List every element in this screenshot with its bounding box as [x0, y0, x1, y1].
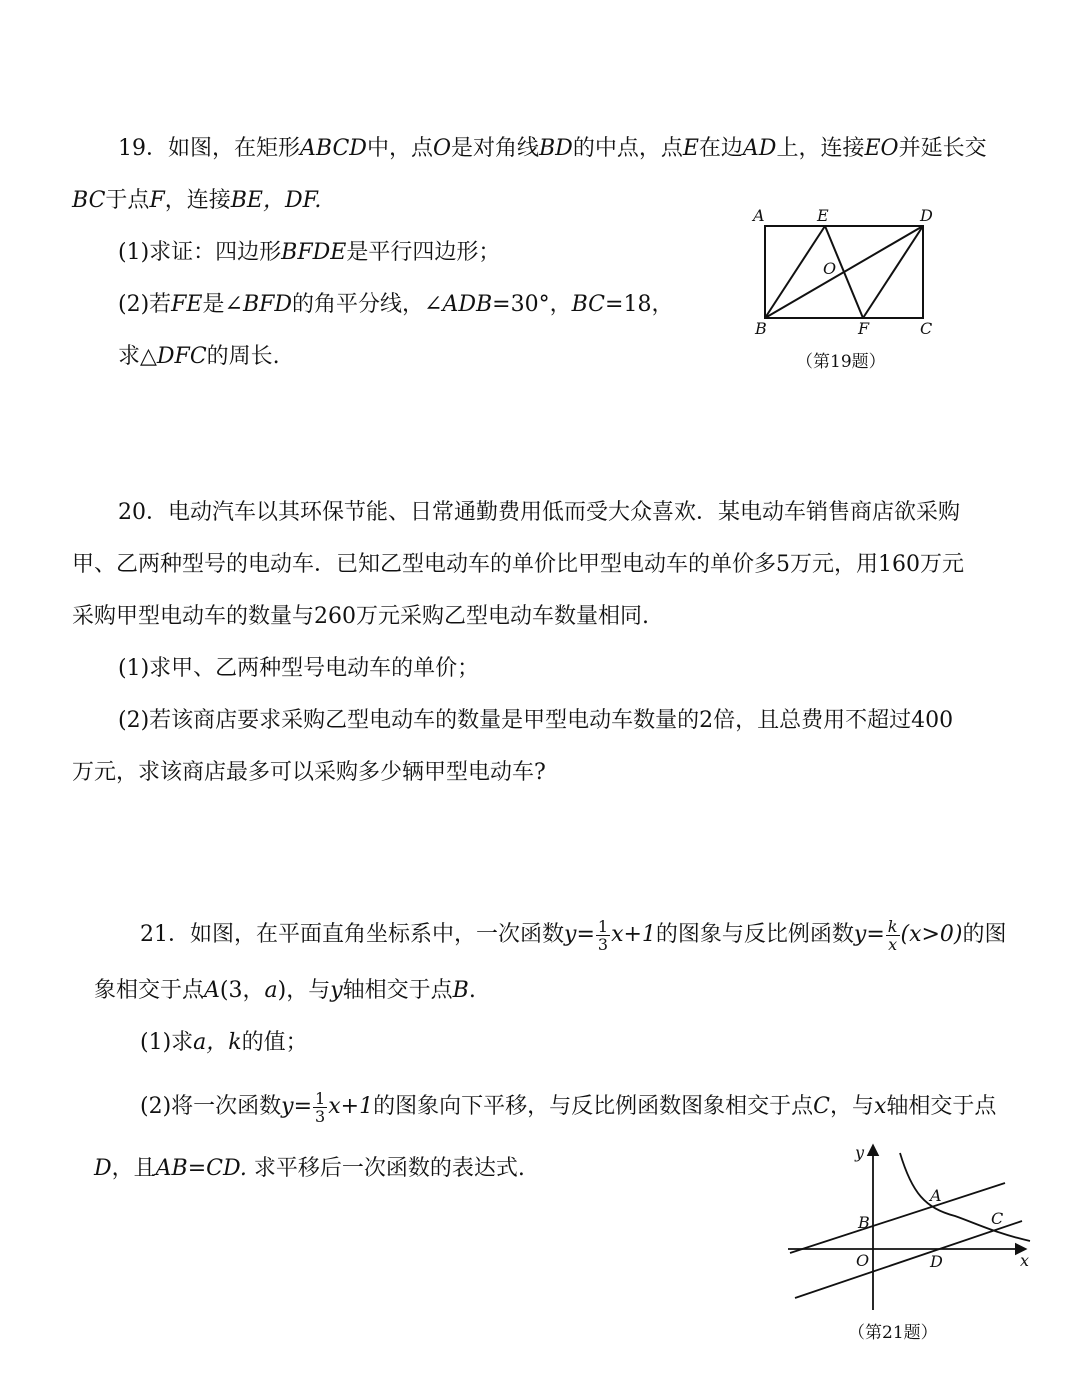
diagonal-bd	[765, 226, 923, 318]
q20-line-1: 20．电动汽车以其环保节能、日常通勤费用低而受大众喜欢．某电动车销售商店欲采购	[118, 500, 960, 525]
segment-be	[765, 226, 825, 318]
q20-part-2: (2)若该商店要求采购乙型电动车的数量是甲型电动车数量的2倍，且总费用不超过400	[118, 708, 954, 733]
label-a: A	[930, 1186, 942, 1205]
q20-line-3: 采购甲型电动车的数量与260万元采购乙型电动车数量相同.	[72, 604, 649, 629]
q20-part-1: (1)求甲、乙两种型号电动车的单价；	[118, 656, 480, 681]
q21-part-2-cont: D，且AB=CD. 求平移后一次函数的表达式.	[94, 1156, 525, 1181]
q21-line-1: 21．如图，在平面直角坐标系中，一次函数y= $\frac{1}{3}$ x+1的图象与反比例函数y= $\frac{k}{x}$ (x>0)的图	[140, 916, 1007, 954]
figure-21-coordinate-diagram	[780, 1138, 1040, 1316]
fraction-k-over-x: $\frac{k}{x}$	[887, 916, 898, 954]
q19-part-1: (1)求证：四边形BFDE是平行四边形；	[118, 240, 501, 265]
q19-line-2: BC于点F，连接BE，DF.	[72, 188, 322, 213]
segment-fd	[863, 226, 923, 318]
q20-part-2-cont: 万元，求该商店最多可以采购多少辆甲型电动车?	[72, 760, 546, 785]
q19-line-1: 19．如图，在矩形ABCD中，点O是对角线BD的中点，点E在边AD上，连接EO并延长交	[118, 136, 987, 161]
figure-21-caption: （第21题）	[848, 1323, 938, 1343]
fraction-one-third: $\frac{1}{3}$	[597, 916, 609, 954]
label-c: C	[920, 319, 933, 338]
figure-19-caption: （第19题）	[796, 352, 886, 372]
q21-line-2: 象相交于点A(3，a)，与y轴相交于点B.	[94, 978, 476, 1003]
label-o: O	[856, 1251, 870, 1270]
label-c: C	[991, 1209, 1004, 1228]
label-y: y	[855, 1143, 865, 1162]
label-b: B	[755, 319, 767, 338]
label-o: O	[823, 259, 837, 278]
fraction-one-third-2: $\frac{1}{3}$	[315, 1088, 326, 1126]
line-cd	[795, 1221, 1022, 1298]
label-x: x	[1020, 1251, 1030, 1270]
label-b: B	[858, 1213, 870, 1232]
line-ab	[790, 1183, 1005, 1253]
label-d: D	[920, 206, 933, 225]
figure-19-rectangle-diagram	[750, 204, 950, 339]
q19-part-2-cont: 求△DFC的周长.	[118, 344, 280, 369]
q19-part-2: (2)若FE是∠BFD的角平分线，∠ADB=30°，BC=18，	[118, 292, 674, 317]
hyperbola-curve	[900, 1153, 1030, 1241]
label-f: F	[858, 319, 870, 338]
q20-line-2: 甲、乙两种型号的电动车．已知乙型电动车的单价比甲型电动车的单价多5万元，用160万元	[72, 552, 964, 577]
q21-part-2: (2)将一次函数y= $\frac{1}{3}$ x+1的图象向下平移，与反比例函数图象相交于点C，与x轴相交于点	[140, 1088, 997, 1126]
q21-part-1: (1)求a，k的值；	[140, 1030, 308, 1055]
label-d: D	[930, 1252, 943, 1271]
label-a: A	[753, 206, 765, 225]
label-e: E	[817, 206, 829, 225]
